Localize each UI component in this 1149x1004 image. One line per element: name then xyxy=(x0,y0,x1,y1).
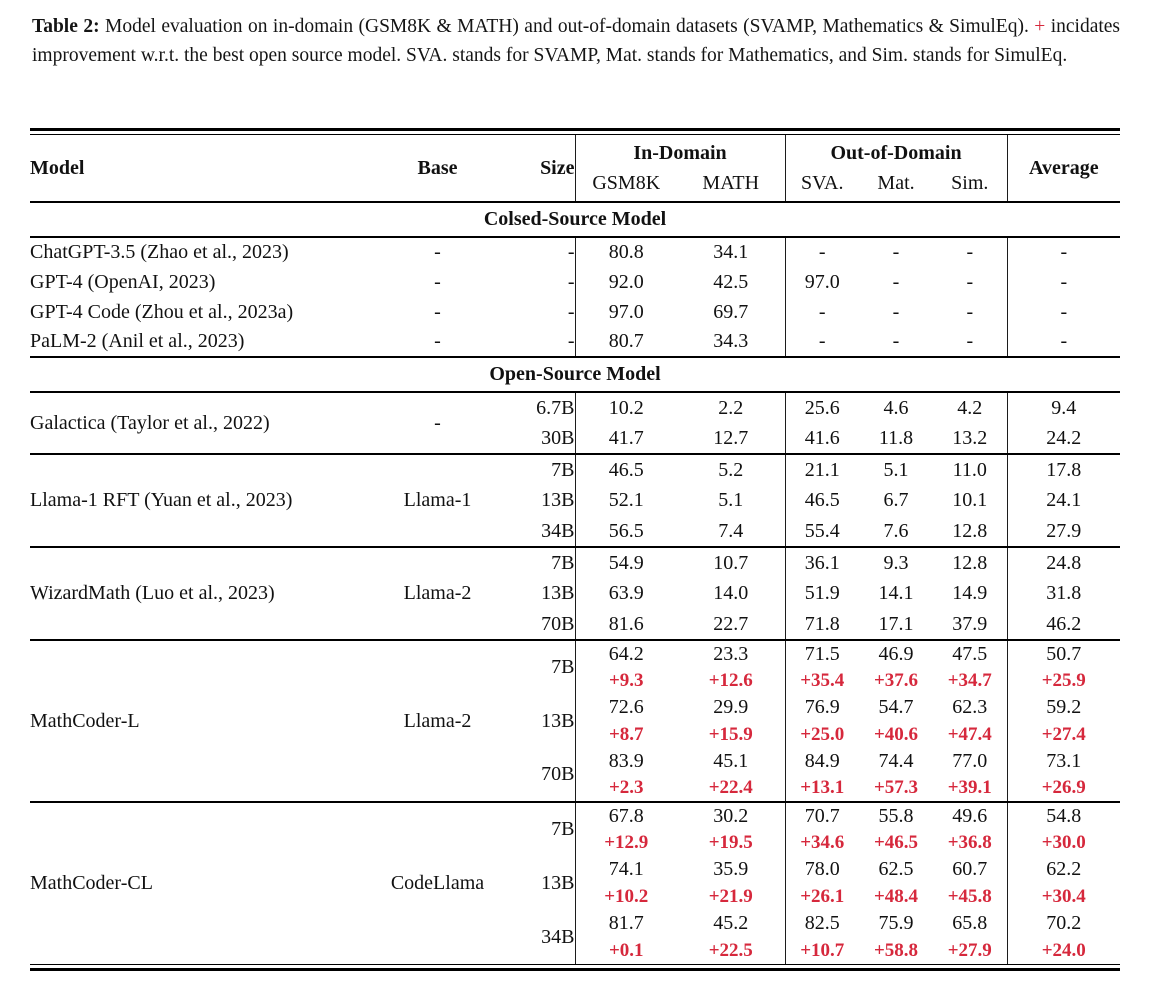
col-header-sva: SVA. xyxy=(785,171,859,202)
value-cell: 11.0 xyxy=(933,454,1007,485)
base-cell: - xyxy=(434,270,441,293)
model-name-cell: MathCoder-L xyxy=(30,640,375,802)
improvement-cell: +15.9 xyxy=(708,723,753,745)
value-cell: 7.6 xyxy=(883,519,909,542)
value-cell: 65.8 xyxy=(952,912,988,935)
size-cell: 34B xyxy=(541,519,575,542)
value-cell: 69.7 xyxy=(713,300,749,323)
value-cell: - xyxy=(1007,237,1120,267)
value-cell: 46.5 xyxy=(785,485,859,516)
col-header-model: Model xyxy=(30,156,85,179)
value-cell: 5.1 xyxy=(718,489,744,512)
improvement-cell: +2.3 xyxy=(575,775,677,802)
value-cell: - xyxy=(966,300,974,323)
value-cell: 54.7 xyxy=(878,696,914,719)
improvement-cell: +19.5 xyxy=(708,831,753,853)
value-cell: 14.9 xyxy=(952,582,988,605)
col-header-in-domain: In-Domain xyxy=(575,135,785,171)
value-cell: 54.9 xyxy=(575,547,677,578)
improvement-cell: +21.9 xyxy=(708,885,753,907)
improvement-cell: +27.9 xyxy=(947,939,992,961)
value-cell: - xyxy=(1007,267,1120,297)
size-cell: 7B xyxy=(500,454,575,485)
value-cell: 77.0 xyxy=(952,750,988,773)
base-cell: - xyxy=(375,237,500,267)
improvement-cell: +22.5 xyxy=(708,939,753,961)
value-cell: - xyxy=(859,237,933,267)
value-cell: 29.9 xyxy=(713,696,749,719)
value-cell: 41.7 xyxy=(575,423,677,454)
improvement-cell: +27.4 xyxy=(1007,721,1120,748)
results-table xyxy=(30,135,1120,964)
value-cell: 72.6 xyxy=(575,694,677,721)
model-name-cell: ChatGPT-3.5 (Zhao et al., 2023) xyxy=(30,237,375,267)
value-cell: 4.6 xyxy=(859,392,933,423)
table-header xyxy=(30,135,1120,202)
size-cell: - xyxy=(567,270,575,293)
value-cell: - xyxy=(892,270,900,293)
value-cell: 51.9 xyxy=(785,578,859,609)
value-cell: 10.7 xyxy=(677,547,785,578)
value-cell: 5.1 xyxy=(859,454,933,485)
size-cell: - xyxy=(500,237,575,267)
table-row xyxy=(30,392,1120,423)
model-name-cell: MathCoder-CL xyxy=(30,802,375,964)
value-cell: 30.2 xyxy=(677,802,785,829)
value-cell: 10.2 xyxy=(575,392,677,423)
value-cell: 81.7 xyxy=(575,910,677,937)
value-cell: 34.3 xyxy=(713,330,749,353)
value-cell: 36.1 xyxy=(785,547,859,578)
improvement-cell: +39.1 xyxy=(947,777,992,799)
value-cell: 42.5 xyxy=(713,270,749,293)
value-cell: 92.0 xyxy=(575,267,677,297)
value-cell: 45.1 xyxy=(713,750,749,773)
col-header-base: Base xyxy=(417,156,458,179)
improvement-cell: +25.0 xyxy=(785,721,859,748)
value-cell: 84.9 xyxy=(785,748,859,775)
section-title-row xyxy=(30,357,1120,392)
value-cell: 62.3 xyxy=(952,696,988,719)
caption-plus-symbol: + xyxy=(1034,16,1046,37)
size-cell: - xyxy=(567,300,575,323)
value-cell: - xyxy=(892,300,900,323)
results-table-wrap xyxy=(30,128,1120,971)
results-table-body xyxy=(30,202,1120,964)
improvement-cell: +48.4 xyxy=(873,885,919,907)
size-cell: 13B xyxy=(541,582,575,605)
value-cell: 17.8 xyxy=(1007,454,1120,485)
improvement-cell: +8.7 xyxy=(575,721,677,748)
value-cell: 12.8 xyxy=(952,519,988,542)
value-cell: 12.7 xyxy=(713,426,749,449)
value-cell: 71.5 xyxy=(785,640,859,667)
base-cell: - xyxy=(434,330,441,353)
value-cell: 37.9 xyxy=(952,612,988,635)
section-title-row xyxy=(30,202,1120,237)
improvement-cell: +45.8 xyxy=(947,885,992,907)
value-cell: 5.2 xyxy=(677,454,785,485)
value-cell: 50.7 xyxy=(1007,640,1120,667)
value-cell: 64.2 xyxy=(575,640,677,667)
model-name-cell: PaLM-2 (Anil et al., 2023) xyxy=(30,330,245,353)
value-cell: 45.2 xyxy=(713,912,749,935)
value-cell: 6.7 xyxy=(883,489,909,512)
value-cell: 7.4 xyxy=(718,519,744,542)
improvement-cell: +13.1 xyxy=(785,775,859,802)
value-cell: 52.1 xyxy=(575,485,677,516)
base-cell: Llama-2 xyxy=(375,640,500,802)
size-cell: 34B xyxy=(541,925,575,948)
value-cell: - xyxy=(933,237,1007,267)
size-cell: 7B xyxy=(500,802,575,856)
value-cell: 2.2 xyxy=(677,392,785,423)
value-cell: - xyxy=(966,270,974,293)
value-cell: 46.2 xyxy=(1007,609,1120,640)
model-name-cell: Galactica (Taylor et al., 2022) xyxy=(30,392,375,454)
value-cell: 80.8 xyxy=(575,237,677,267)
value-cell: 46.9 xyxy=(859,640,933,667)
model-name-cell: Llama-1 RFT (Yuan et al., 2023) xyxy=(30,454,375,547)
improvement-cell: +36.8 xyxy=(947,831,992,853)
value-cell: 78.0 xyxy=(785,856,859,883)
value-cell: 31.8 xyxy=(1007,578,1120,609)
bottom-rule-thick xyxy=(30,968,1120,971)
value-cell: 55.8 xyxy=(859,802,933,829)
col-header-out-of-domain: Out-of-Domain xyxy=(785,135,1007,171)
improvement-cell: +25.9 xyxy=(1007,667,1120,694)
base-cell: - xyxy=(434,300,441,323)
value-cell: 22.7 xyxy=(713,612,749,635)
base-cell: CodeLlama xyxy=(375,802,500,964)
value-cell: - xyxy=(966,330,974,353)
value-cell: 76.9 xyxy=(785,694,859,721)
value-cell: 60.7 xyxy=(952,858,988,881)
value-cell: 55.4 xyxy=(785,516,859,547)
improvement-cell: +30.4 xyxy=(1007,883,1120,910)
improvement-cell: +10.7 xyxy=(785,937,859,964)
value-cell: 75.9 xyxy=(878,912,914,935)
improvement-cell: +37.6 xyxy=(873,669,919,691)
value-cell: 41.6 xyxy=(785,423,859,454)
table-caption xyxy=(32,12,1120,70)
value-cell: 97.0 xyxy=(575,297,677,327)
size-cell: 70B xyxy=(541,763,575,786)
value-cell: - xyxy=(785,297,859,327)
improvement-cell: +58.8 xyxy=(873,939,919,961)
value-cell: 63.9 xyxy=(575,578,677,609)
improvement-cell: +10.2 xyxy=(575,883,677,910)
value-cell: - xyxy=(1007,327,1120,357)
base-cell: - xyxy=(375,392,500,454)
table-row xyxy=(30,802,1120,829)
value-cell: - xyxy=(1007,297,1120,327)
value-cell: 21.1 xyxy=(785,454,859,485)
value-cell: 54.8 xyxy=(1007,802,1120,829)
table-row xyxy=(30,267,1120,297)
improvement-cell: +47.4 xyxy=(947,723,992,745)
col-header-mat: Mat. xyxy=(877,172,915,195)
col-header-sim: Sim. xyxy=(951,172,989,195)
model-name-cell: GPT-4 Code (Zhou et al., 2023a) xyxy=(30,300,294,323)
value-cell: 24.1 xyxy=(1007,485,1120,516)
caption-text-2: incidates improvement w.r.t. the best open source model. SVA. stands for SVAMP, Mat. stands for Mathematics, and Sim. stands for SimulEq. xyxy=(32,16,1121,66)
value-cell: 59.2 xyxy=(1007,694,1120,721)
value-cell: 13.2 xyxy=(952,426,988,449)
value-cell: 12.8 xyxy=(933,547,1007,578)
improvement-cell: +9.3 xyxy=(575,667,677,694)
value-cell: 62.2 xyxy=(1007,856,1120,883)
improvement-cell: +12.9 xyxy=(575,829,677,856)
value-cell: - xyxy=(892,330,900,353)
improvement-cell: +12.6 xyxy=(708,669,753,691)
value-cell: 27.9 xyxy=(1007,516,1120,547)
value-cell: 81.6 xyxy=(575,609,677,640)
improvement-cell: +0.1 xyxy=(575,937,677,964)
col-header-gsm8k: GSM8K xyxy=(575,171,677,202)
size-cell: - xyxy=(567,330,575,353)
improvement-cell: +26.1 xyxy=(785,883,859,910)
improvement-cell: +57.3 xyxy=(873,777,919,799)
table-row xyxy=(30,297,1120,327)
value-cell: 23.3 xyxy=(677,640,785,667)
col-header-math: MATH xyxy=(702,172,760,195)
value-cell: 24.8 xyxy=(1007,547,1120,578)
improvement-cell: +35.4 xyxy=(785,667,859,694)
value-cell: 80.7 xyxy=(575,327,677,357)
size-cell: 30B xyxy=(541,426,575,449)
caption-tag: Table 2: xyxy=(32,16,100,37)
section-title: Open-Source Model xyxy=(30,357,1120,392)
value-cell: 10.1 xyxy=(952,489,988,512)
value-cell: 25.6 xyxy=(785,392,859,423)
value-cell: 62.5 xyxy=(878,858,914,881)
base-cell: Llama-2 xyxy=(375,547,500,640)
value-cell: 70.2 xyxy=(1007,910,1120,937)
improvement-cell: +46.5 xyxy=(873,831,919,853)
value-cell: - xyxy=(785,237,859,267)
value-cell: 97.0 xyxy=(785,267,859,297)
table-row xyxy=(30,327,1120,357)
improvement-cell: +34.6 xyxy=(785,829,859,856)
value-cell: 67.8 xyxy=(575,802,677,829)
model-name-cell: WizardMath (Luo et al., 2023) xyxy=(30,547,375,640)
value-cell: 4.2 xyxy=(933,392,1007,423)
value-cell: 70.7 xyxy=(785,802,859,829)
size-cell: 6.7B xyxy=(500,392,575,423)
value-cell: 71.8 xyxy=(785,609,859,640)
value-cell: 49.6 xyxy=(933,802,1007,829)
size-cell: 13B xyxy=(541,489,575,512)
section-title: Colsed-Source Model xyxy=(30,202,1120,237)
value-cell: 11.8 xyxy=(878,426,914,449)
col-header-size: Size xyxy=(540,156,575,179)
table-row xyxy=(30,640,1120,667)
size-cell: 7B xyxy=(500,547,575,578)
table-row xyxy=(30,454,1120,485)
improvement-cell: +22.4 xyxy=(708,777,753,799)
table-row xyxy=(30,547,1120,578)
value-cell: 74.1 xyxy=(575,856,677,883)
model-name-cell: GPT-4 (OpenAI, 2023) xyxy=(30,270,216,293)
value-cell: 82.5 xyxy=(785,910,859,937)
value-cell: 73.1 xyxy=(1007,748,1120,775)
size-cell: 13B xyxy=(541,871,575,894)
value-cell: 9.4 xyxy=(1007,392,1120,423)
value-cell: 9.3 xyxy=(859,547,933,578)
col-header-average: Average xyxy=(1007,135,1120,202)
size-cell: 7B xyxy=(500,640,575,694)
value-cell: 17.1 xyxy=(878,612,914,635)
improvement-cell: +26.9 xyxy=(1007,775,1120,802)
value-cell: 46.5 xyxy=(575,454,677,485)
improvement-cell: +24.0 xyxy=(1007,937,1120,964)
table-row xyxy=(30,237,1120,267)
improvement-cell: +40.6 xyxy=(873,723,919,745)
value-cell: 56.5 xyxy=(575,516,677,547)
value-cell: 34.1 xyxy=(677,237,785,267)
caption-text-1: Model evaluation on in-domain (GSM8K & MATH) and out-of-domain datasets (SVAMP, Mathematics & SimulEq). xyxy=(105,16,1029,37)
value-cell: 47.5 xyxy=(933,640,1007,667)
value-cell: 14.0 xyxy=(713,582,749,605)
value-cell: 83.9 xyxy=(575,748,677,775)
improvement-cell: +34.7 xyxy=(947,669,992,691)
size-cell: 13B xyxy=(541,709,575,732)
value-cell: 14.1 xyxy=(878,582,914,605)
size-cell: 70B xyxy=(541,612,575,635)
value-cell: 35.9 xyxy=(713,858,749,881)
base-cell: Llama-1 xyxy=(375,454,500,547)
improvement-cell: +30.0 xyxy=(1007,829,1120,856)
value-cell: - xyxy=(785,327,859,357)
header-row-groups xyxy=(30,135,1120,171)
value-cell: 74.4 xyxy=(878,750,914,773)
value-cell: 24.2 xyxy=(1007,423,1120,454)
